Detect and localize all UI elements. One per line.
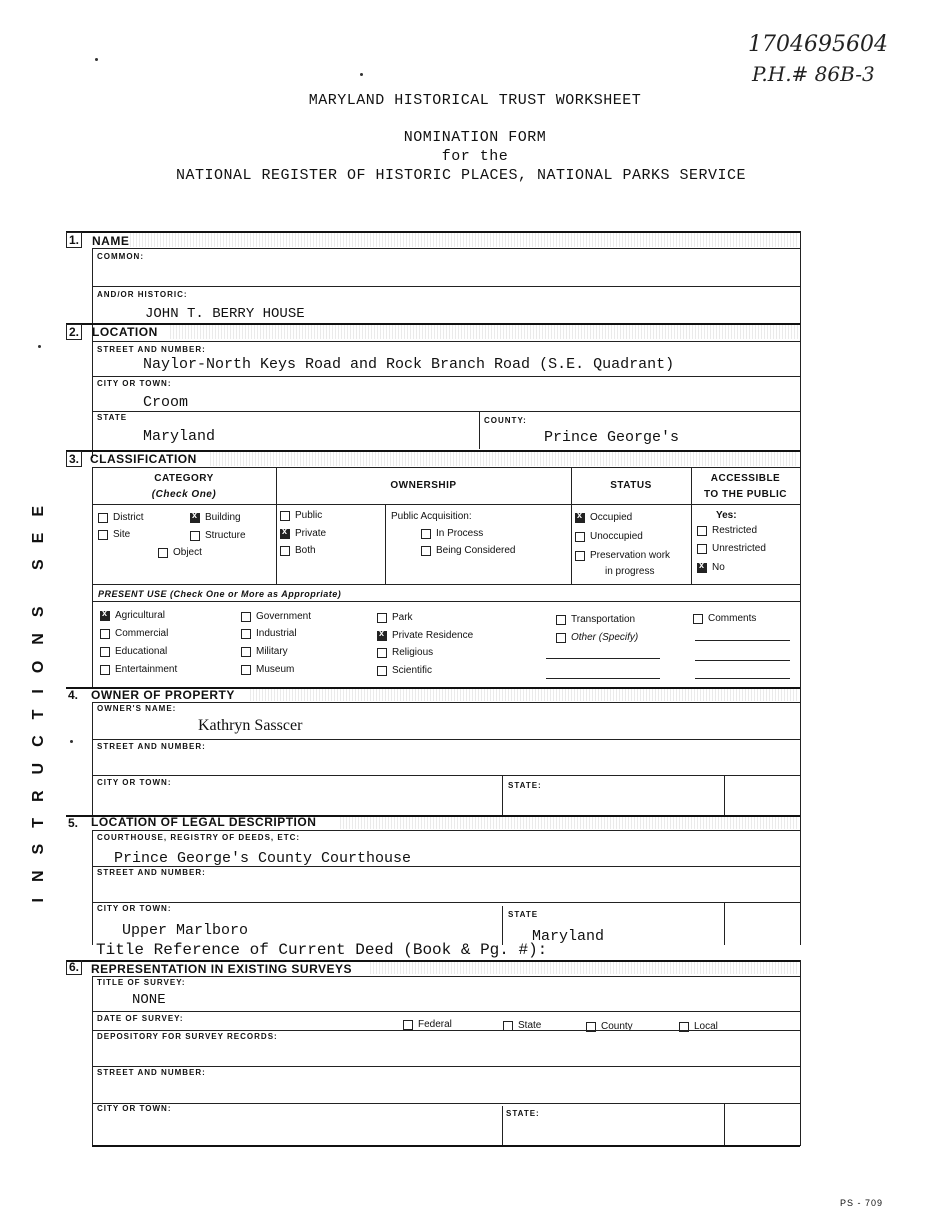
scan-speck bbox=[70, 740, 73, 743]
accessible-restricted-checkbox[interactable] bbox=[697, 525, 757, 536]
accessible-restricted-label: Restricted bbox=[712, 525, 758, 536]
rule bbox=[92, 702, 800, 703]
handwritten-number: 1704695604 bbox=[748, 32, 888, 57]
owner-name-value: Kathryn Sasscer bbox=[198, 717, 303, 734]
use-other-checkbox[interactable] bbox=[556, 632, 638, 643]
ownership-both-checkbox[interactable] bbox=[280, 545, 316, 556]
checkbox-square bbox=[98, 530, 108, 540]
rule bbox=[502, 1106, 503, 1146]
use-scientific-label: Scientific bbox=[392, 665, 433, 676]
use-comments-label: Comments bbox=[708, 613, 757, 624]
section-number: 1. bbox=[66, 232, 82, 248]
checkbox-square bbox=[697, 544, 707, 554]
use-religious-checkbox[interactable] bbox=[377, 647, 433, 658]
courthouse-label: COURTHOUSE, REGISTRY OF DEEDS, ETC: bbox=[97, 833, 301, 842]
checkbox-square bbox=[280, 546, 290, 556]
ownership-private-checkbox[interactable] bbox=[280, 528, 326, 539]
section-shade bbox=[250, 689, 798, 701]
rule bbox=[92, 1030, 800, 1031]
public-acquisition-label: Public Acquisition: bbox=[391, 511, 472, 522]
owner-state-label: STATE: bbox=[508, 781, 542, 790]
city-value: Croom bbox=[143, 394, 189, 411]
category-district-checkbox[interactable] bbox=[98, 512, 144, 523]
rule bbox=[92, 702, 93, 815]
owner-street-label: STREET AND NUMBER: bbox=[97, 742, 206, 751]
rule bbox=[571, 467, 572, 584]
rule bbox=[502, 906, 503, 945]
use-entertainment-label: Entertainment bbox=[115, 664, 178, 675]
checkbox-checked bbox=[697, 563, 707, 573]
use-agricultural-label: Agricultural bbox=[115, 610, 166, 621]
use-comments-checkbox[interactable] bbox=[693, 613, 756, 624]
rule bbox=[800, 687, 801, 815]
rule bbox=[800, 960, 801, 1146]
use-museum-checkbox[interactable] bbox=[241, 664, 294, 675]
scan-speck bbox=[360, 73, 363, 76]
checkbox-square bbox=[377, 648, 387, 658]
use-museum-label: Museum bbox=[256, 664, 295, 675]
depository-label: DEPOSITORY FOR SURVEY RECORDS: bbox=[97, 1032, 278, 1041]
form-for: for the bbox=[441, 148, 509, 165]
rule bbox=[800, 450, 801, 687]
legal-street-label: STREET AND NUMBER: bbox=[97, 868, 206, 877]
rule bbox=[92, 504, 800, 505]
use-park-label: Park bbox=[392, 612, 413, 623]
section-title-name: NAME bbox=[92, 234, 130, 248]
use-military-label: Military bbox=[256, 646, 288, 657]
checkbox-square bbox=[693, 614, 703, 624]
rule bbox=[385, 504, 386, 584]
checkbox-square bbox=[190, 531, 200, 541]
section-title-owner: OWNER OF PROPERTY bbox=[91, 688, 235, 702]
form-code: PS - 709 bbox=[840, 1198, 884, 1208]
ownership-public-checkbox[interactable] bbox=[280, 510, 322, 521]
rule bbox=[92, 248, 800, 249]
accessible-yes-label: Yes: bbox=[716, 510, 737, 521]
rule bbox=[66, 231, 800, 233]
section-title-surveys: REPRESENTATION IN EXISTING SURVEYS bbox=[91, 962, 353, 976]
section-title-classification: CLASSIFICATION bbox=[90, 452, 197, 466]
checkbox-square bbox=[697, 526, 707, 536]
rule bbox=[92, 902, 800, 903]
use-park-checkbox[interactable] bbox=[377, 612, 413, 623]
category-object-label: Object bbox=[173, 547, 202, 558]
checkbox-square bbox=[241, 629, 251, 639]
sidebar-instructions: INSTRUCTIONS SEE bbox=[30, 490, 47, 903]
rule bbox=[724, 902, 725, 945]
county-value: Prince George's bbox=[544, 429, 680, 446]
handwritten-code: P.H.# 86B-3 bbox=[752, 62, 875, 86]
use-transportation-checkbox[interactable] bbox=[556, 614, 635, 625]
category-head: CATEGORY bbox=[154, 473, 214, 484]
checkbox-square bbox=[158, 548, 168, 558]
checkbox-square bbox=[100, 665, 110, 675]
owner-city-label: CITY OR TOWN: bbox=[97, 778, 172, 787]
title-reference: Title Reference of Current Deed (Book & Pg. #): bbox=[96, 941, 548, 959]
section-shade bbox=[130, 233, 798, 247]
category-site-checkbox[interactable] bbox=[98, 529, 130, 540]
rule bbox=[546, 678, 660, 679]
rule bbox=[92, 1103, 800, 1104]
checkbox-square bbox=[100, 647, 110, 657]
ownership-being-considered-checkbox[interactable] bbox=[421, 545, 516, 556]
legal-state-value: Maryland bbox=[532, 928, 605, 945]
category-building-checkbox[interactable] bbox=[190, 512, 241, 523]
survey-federal-checkbox[interactable] bbox=[403, 1019, 452, 1030]
rule bbox=[502, 775, 503, 815]
status-preservation-label-2: in progress bbox=[605, 566, 655, 577]
checkbox-square bbox=[377, 613, 387, 623]
survey-street-label: STREET AND NUMBER: bbox=[97, 1068, 206, 1077]
status-unoccupied-label: Unoccupied bbox=[590, 531, 643, 542]
status-preservation-checkbox[interactable] bbox=[575, 550, 670, 561]
use-religious-label: Religious bbox=[392, 647, 434, 658]
category-district-label: District bbox=[113, 512, 144, 523]
use-agricultural-checkbox[interactable] bbox=[100, 610, 165, 621]
section-number: 2. bbox=[66, 324, 82, 340]
checkbox-square bbox=[421, 529, 431, 539]
section-shade bbox=[340, 817, 798, 829]
register-title: NATIONAL REGISTER OF HISTORIC PLACES, NATIONAL PARKS SERVICE bbox=[175, 167, 747, 184]
section-shade bbox=[370, 962, 798, 974]
historic-value: JOHN T. BERRY HOUSE bbox=[145, 306, 305, 322]
use-educational-label: Educational bbox=[115, 646, 168, 657]
rule bbox=[800, 231, 801, 458]
owner-name-label: OWNER'S NAME: bbox=[97, 704, 177, 713]
legal-city-label: CITY OR TOWN: bbox=[97, 904, 172, 913]
use-educational-checkbox[interactable] bbox=[100, 646, 167, 657]
rule bbox=[479, 411, 480, 449]
rule bbox=[695, 660, 790, 661]
checkbox-square bbox=[575, 532, 585, 542]
checkbox-checked bbox=[280, 529, 290, 539]
rule bbox=[92, 976, 800, 977]
rule bbox=[92, 976, 93, 1146]
section-shade bbox=[170, 325, 798, 339]
rule bbox=[276, 467, 277, 584]
rule bbox=[92, 830, 800, 831]
use-industrial-label: Industrial bbox=[256, 628, 297, 639]
survey-state-label: State bbox=[518, 1020, 542, 1031]
use-transportation-label: Transportation bbox=[571, 614, 636, 625]
use-government-checkbox[interactable] bbox=[241, 611, 311, 622]
rule bbox=[92, 1145, 800, 1147]
section-shade bbox=[210, 452, 798, 466]
checkbox-square bbox=[403, 1020, 413, 1030]
section-title-legal: LOCATION OF LEGAL DESCRIPTION bbox=[91, 815, 317, 829]
ownership-head: OWNERSHIP bbox=[390, 480, 457, 491]
use-entertainment-checkbox[interactable] bbox=[100, 664, 177, 675]
street-value: Naylor-North Keys Road and Rock Branch Road (S.E. Quadrant) bbox=[143, 356, 675, 373]
category-object-checkbox[interactable] bbox=[158, 547, 202, 558]
checkbox-square bbox=[241, 665, 251, 675]
section-number: 5. bbox=[68, 816, 79, 830]
ownership-in-process-label: In Process bbox=[436, 528, 484, 539]
city-label: CITY OR TOWN: bbox=[97, 379, 172, 388]
category-building-label: Building bbox=[205, 512, 241, 523]
checkbox-square bbox=[241, 612, 251, 622]
ownership-public-label: Public bbox=[295, 510, 323, 521]
section-number: 3. bbox=[66, 451, 82, 467]
checkbox-square bbox=[98, 513, 108, 523]
use-scientific-checkbox[interactable] bbox=[377, 665, 432, 676]
rule bbox=[695, 640, 790, 641]
survey-title-label: TITLE OF SURVEY: bbox=[97, 978, 186, 987]
checkbox-square bbox=[556, 633, 566, 643]
survey-federal-label: Federal bbox=[418, 1019, 452, 1030]
rule bbox=[92, 248, 93, 458]
rule bbox=[92, 739, 800, 740]
common-label: COMMON: bbox=[97, 252, 144, 261]
accessible-no-checkbox[interactable] bbox=[697, 562, 725, 573]
state-label: STATE bbox=[97, 413, 128, 422]
use-industrial-checkbox[interactable] bbox=[241, 628, 297, 639]
status-occupied-label: Occupied bbox=[590, 512, 633, 523]
rule bbox=[800, 815, 801, 945]
checkbox-checked bbox=[575, 513, 585, 523]
checkbox-square bbox=[377, 666, 387, 676]
rule bbox=[92, 341, 800, 342]
legal-state-label: STATE bbox=[508, 910, 539, 919]
survey-state-label: STATE: bbox=[506, 1109, 540, 1118]
status-preservation-label: Preservation work bbox=[590, 550, 671, 561]
rule bbox=[724, 1103, 725, 1146]
status-unoccupied-checkbox[interactable] bbox=[575, 531, 643, 542]
rule bbox=[691, 467, 692, 584]
state-value: Maryland bbox=[143, 428, 216, 445]
category-structure-label: Structure bbox=[205, 530, 246, 541]
rule bbox=[92, 467, 800, 468]
checkbox-square bbox=[575, 551, 585, 561]
historic-label: AND/OR HISTORIC: bbox=[97, 290, 188, 299]
category-structure-checkbox[interactable] bbox=[190, 530, 246, 541]
use-commercial-checkbox[interactable] bbox=[100, 628, 168, 639]
survey-city-label: CITY OR TOWN: bbox=[97, 1104, 172, 1113]
rule bbox=[92, 376, 800, 377]
accessible-no-label: No bbox=[712, 562, 725, 573]
use-other-label: Other (Specify) bbox=[571, 632, 639, 643]
checkbox-square bbox=[241, 647, 251, 657]
category-site-label: Site bbox=[113, 529, 131, 540]
checkbox-square bbox=[556, 615, 566, 625]
accessible-unrestricted-checkbox[interactable] bbox=[697, 543, 766, 554]
rule bbox=[92, 411, 800, 412]
county-label: COUNTY: bbox=[484, 416, 527, 425]
rule bbox=[724, 775, 725, 815]
rule bbox=[92, 775, 800, 776]
worksheet-title: MARYLAND HISTORICAL TRUST WORKSHEET bbox=[308, 92, 642, 109]
section-number: 4. bbox=[68, 688, 79, 702]
rule bbox=[92, 1011, 800, 1012]
checkbox-checked bbox=[190, 513, 200, 523]
section-title-location: LOCATION bbox=[92, 325, 158, 339]
rule bbox=[546, 658, 660, 659]
checkbox-square bbox=[100, 629, 110, 639]
ownership-both-label: Both bbox=[295, 545, 316, 556]
survey-date-label: DATE OF SURVEY: bbox=[97, 1014, 184, 1023]
accessible-unrestricted-label: Unrestricted bbox=[712, 543, 766, 554]
street-label: STREET AND NUMBER: bbox=[97, 345, 206, 354]
legal-city-value: Upper Marlboro bbox=[122, 922, 249, 939]
form-title: NOMINATION FORM bbox=[403, 129, 547, 146]
rule bbox=[92, 1066, 800, 1067]
rule bbox=[92, 584, 800, 585]
rule bbox=[92, 866, 800, 867]
section-number: 6. bbox=[66, 960, 82, 975]
scan-speck bbox=[38, 345, 41, 348]
ownership-private-label: Private bbox=[295, 528, 327, 539]
use-government-label: Government bbox=[256, 611, 312, 622]
survey-title-value: NONE bbox=[132, 992, 166, 1008]
status-head: STATUS bbox=[610, 480, 652, 491]
rule bbox=[92, 286, 800, 287]
present-use-label: PRESENT USE (Check One or More as Appropriate) bbox=[98, 589, 342, 599]
category-sub: (Check One) bbox=[151, 489, 217, 500]
status-occupied-checkbox[interactable] bbox=[575, 512, 632, 523]
accessible-head-1: ACCESSIBLE bbox=[710, 473, 781, 484]
checkbox-square bbox=[280, 511, 290, 521]
use-commercial-label: Commercial bbox=[115, 628, 169, 639]
use-private-residence-checkbox[interactable] bbox=[377, 630, 473, 641]
checkbox-checked bbox=[100, 611, 110, 621]
use-military-checkbox[interactable] bbox=[241, 646, 288, 657]
scan-speck bbox=[95, 58, 98, 61]
checkbox-checked bbox=[377, 631, 387, 641]
accessible-head-2: TO THE PUBLIC bbox=[704, 489, 787, 500]
rule bbox=[92, 601, 800, 602]
use-private-residence-label: Private Residence bbox=[392, 630, 474, 641]
checkbox-square bbox=[503, 1021, 513, 1031]
survey-local-label: Local bbox=[694, 1021, 718, 1032]
ownership-in-process-checkbox[interactable] bbox=[421, 528, 483, 539]
survey-county-label: County bbox=[601, 1021, 633, 1032]
rule bbox=[695, 678, 790, 679]
ownership-being-considered-label: Being Considered bbox=[436, 545, 516, 556]
courthouse-value: Prince George's County Courthouse bbox=[114, 850, 412, 867]
rule bbox=[92, 830, 93, 945]
checkbox-square bbox=[421, 546, 431, 556]
rule bbox=[92, 467, 93, 687]
